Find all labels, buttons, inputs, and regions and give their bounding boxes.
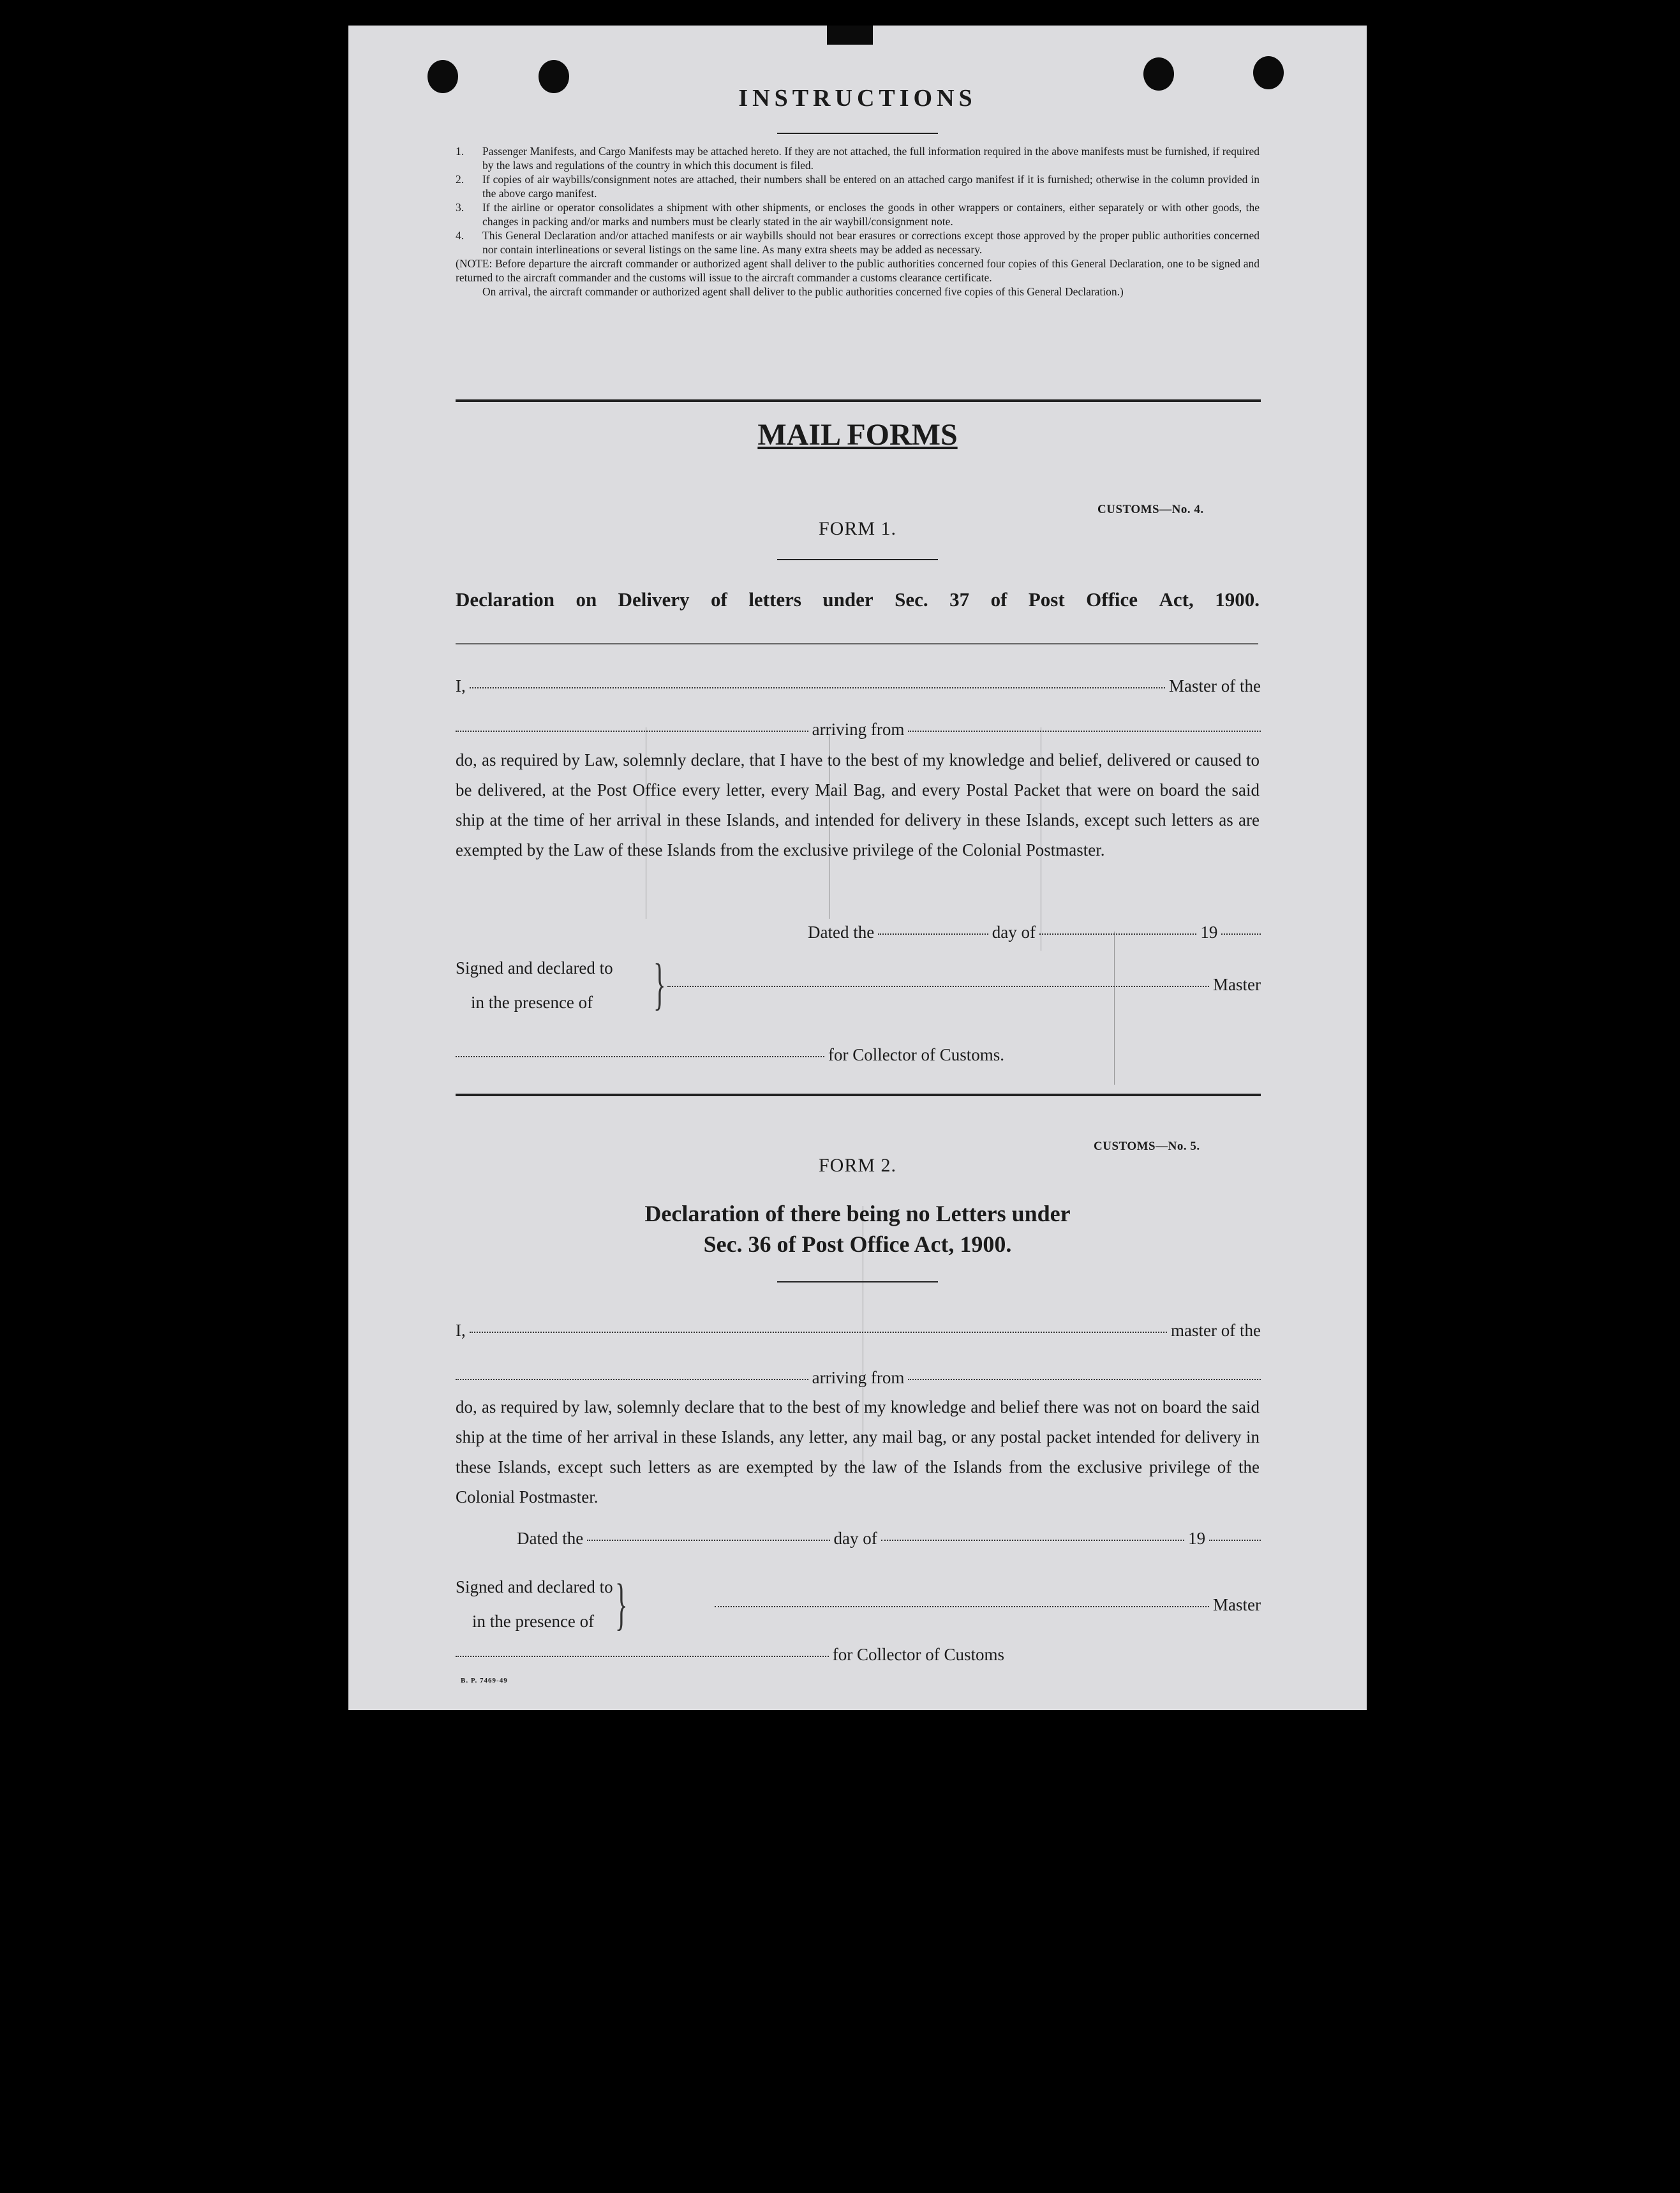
- arriving-from-field[interactable]: [908, 731, 1261, 732]
- ship-name-field[interactable]: [456, 731, 808, 732]
- instructions-list: [456, 144, 1260, 299]
- instruction-item: 4. This General Declaration and/or attached manifests or air waybills should not bear erasures or corrections except those approved by the proper public authorities concerned nor contain interlineations or several listings on the same line. As many extra sheets may be added as necessary.: [456, 229, 1260, 256]
- signed-declared-label: Signed and declared to: [456, 1577, 613, 1596]
- date-year-field[interactable]: [1221, 933, 1261, 935]
- form2-declaration-heading-2: Sec. 36 of Post Office Act, 1900.: [703, 1231, 1012, 1257]
- form1-arriving-line: arriving from: [456, 720, 1261, 740]
- instruction-item: 1. Passenger Manifests, and Cargo Manifests may be attached hereto. If they are not attached, the full information required in the above manifests must be furnished, if required by the laws and regulations of the country in which this document is filed.: [456, 145, 1260, 172]
- presence-label: in the presence of: [472, 1612, 595, 1631]
- section-divider: [456, 1094, 1261, 1096]
- collector-signature-field[interactable]: [456, 1056, 824, 1057]
- form1-body-text: do, as required by Law, solemnly declare, that I have to the best of my knowledge and belief, delivered or caused to be delivered, at the Post Office every letter, every Mail Bag, and every Postal Packet that were on board the said ship at the time of her arrival in these Islands, and intended for delivery in these Islands, except such letters as are exempted by the Law of these Islands from the exclusive privilege of the Colonial Postmaster.: [456, 750, 1260, 859]
- form2-arriving-line: arriving from: [456, 1368, 1261, 1388]
- form2-collector-line: for Collector of Customs: [456, 1645, 1004, 1665]
- form1-collector-line: for Collector of Customs.: [456, 1045, 1004, 1065]
- instruction-item: 2. If copies of air waybills/consignment notes are attached, their numbers shall be entered on an attached cargo manifest if it is furnished; otherwise in the column provided in the above cargo manifest.: [456, 173, 1260, 200]
- instruction-item: 3. If the airline or operator consolidates a shipment with other shipments, or encloses the goods in other wrappers or containers, either separately or with other goods, the changes in packing and/or marks and numbers must be clearly stated in the air waybill/consignment note.: [456, 201, 1260, 228]
- arriving-from-field[interactable]: [908, 1379, 1261, 1380]
- master-signature-field[interactable]: [667, 986, 1209, 987]
- mail-forms-title: MAIL FORMS: [757, 418, 958, 452]
- brace-icon: }: [653, 953, 666, 1016]
- print-code: B. P. 7469-49: [461, 1677, 508, 1684]
- divider: [777, 133, 938, 134]
- form1-master-signature-line: Master: [667, 975, 1261, 995]
- form1-declaration-heading: Declaration on Delivery of letters under Sec. 37 of Post Office Act, 1900.: [456, 588, 1260, 611]
- torn-notch: [827, 26, 873, 45]
- signed-declared-label: Signed and declared to: [456, 958, 613, 978]
- presence-label: in the presence of: [471, 993, 593, 1012]
- instructions-title: INSTRUCTIONS: [738, 85, 977, 112]
- date-year-field[interactable]: [1209, 1540, 1261, 1541]
- form2-declaration-heading-1: Declaration of there being no Letters under: [644, 1201, 1071, 1226]
- instruction-note-arrival: On arrival, the aircraft commander or authorized agent shall deliver to the public authorities concerned five copies of this General Declaration.): [482, 285, 1124, 298]
- form2-body-text: do, as required by law, solemnly declare that to the best of my knowledge and belief there was not on board the said ship at the time of her arrival in these Islands, any letter, any mail bag, or any postal packet intended for delivery in these Islands, except such letters as are exempted by the law of the Islands from the exclusive privilege of the Colonial Postmaster.: [456, 1397, 1260, 1506]
- date-day-field[interactable]: [878, 933, 988, 935]
- customs-number: CUSTOMS—No. 5.: [1094, 1140, 1200, 1153]
- form1-master-line: I, Master of the: [456, 676, 1261, 695]
- master-name-field[interactable]: [470, 1332, 1167, 1333]
- form1-date-line: Dated the day of 19: [808, 923, 1261, 942]
- divider: [456, 643, 1258, 644]
- form1-title: FORM 1.: [818, 518, 897, 539]
- form2-date-line: Dated the day of 19: [517, 1529, 1261, 1549]
- divider: [777, 559, 938, 560]
- instruction-note: (NOTE: Before departure the aircraft commander or authorized agent shall deliver to the public authorities concerned four copies of this General Declaration, one to be signed and returned to the aircraft commander and the customs will issue to the aircraft commander a customs clearance certificate.: [456, 257, 1260, 284]
- date-day-field[interactable]: [587, 1540, 829, 1541]
- master-signature-field[interactable]: [715, 1606, 1209, 1607]
- date-month-field[interactable]: [881, 1540, 1184, 1541]
- customs-number: CUSTOMS—No. 4.: [1097, 503, 1204, 516]
- date-month-field[interactable]: [1039, 933, 1196, 935]
- form2-master-signature-line: Master: [715, 1595, 1261, 1615]
- divider: [777, 1281, 938, 1282]
- form2-master-line: I, master of the: [456, 1321, 1261, 1340]
- brace-icon: }: [615, 1573, 628, 1636]
- section-divider: [456, 399, 1261, 402]
- collector-signature-field[interactable]: [456, 1656, 829, 1657]
- ship-name-field[interactable]: [456, 1379, 808, 1380]
- form2-title: FORM 2.: [818, 1155, 897, 1176]
- master-name-field[interactable]: [470, 687, 1165, 688]
- document-page: [348, 26, 1367, 1710]
